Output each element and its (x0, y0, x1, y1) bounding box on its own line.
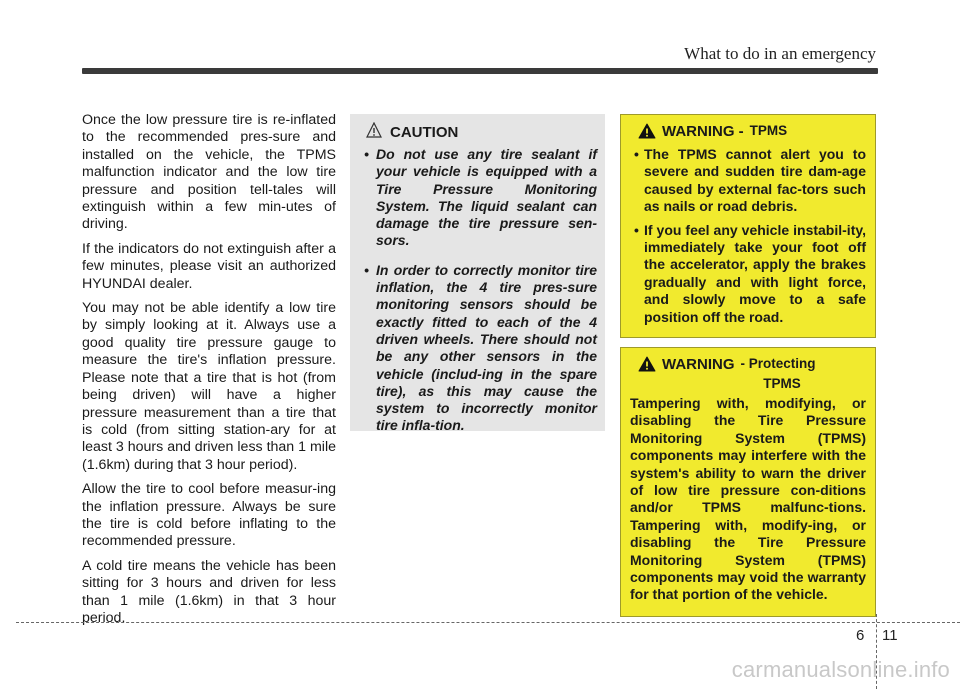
warning-item: • If you feel any vehicle instabil-ity, immediately take your foot off the accelerator, apply the brakes gradually and with light force, and slowly move to a safe position off the road. (634, 221, 866, 325)
page-number: 11 (882, 627, 898, 644)
warning-heading (638, 123, 866, 143)
warning-subtitle: TPMS (749, 123, 788, 138)
warning-title: WARNING (662, 356, 735, 373)
warning-protecting-box (620, 347, 876, 617)
caution-box (350, 114, 605, 434)
warning-subtitle: - Protecting (740, 356, 816, 371)
section-title: What to do in an emergency (684, 44, 876, 63)
caution-item: • In order to correctly monitor tire inflation, the 4 tire pres-sure monitoring sensors should be exactly fitted to each of the 4 driven wheels. There should not be any other sensors in the vehicle (includ-ing in the spare tire), as this may cause the system to incorrectly monitor tire infla-tion. (364, 261, 597, 434)
footer-rule (16, 622, 960, 623)
warning-triangle-icon (638, 123, 656, 143)
caution-title: CAUTION (390, 123, 459, 141)
caution-heading (366, 122, 597, 142)
paragraph: A cold tire means the vehicle has been sitting for 3 hours and driven for less than 1 mile (1.6km) in that 3 hour period. (82, 557, 336, 626)
caution-triangle-icon (366, 122, 382, 142)
warning-item: • The TPMS cannot alert you to severe and sudden tire dam-age caused by external fac-tors such as nails or road debris. (634, 146, 866, 215)
caution-item: • Do not use any tire sealant if your vehicle is equipped with a Tire Pressure Monitoring System. The liquid sealant can damage the tire pressure sen-sors. (364, 146, 597, 249)
body-text-column (82, 112, 336, 634)
paragraph: You may not be able identify a low tire by simply looking at it. Always use a good quality tire pressure gauge to measure the tire's inflation pressure. Please note that a tire that is hot (from being driven) will have a higher pressure measurement than a tire that is cold (from sitting station-ary for at least 3 hours and driven less than 1 mile (1.6km) during that 3 hour period). (82, 300, 336, 473)
warning-heading (638, 356, 866, 391)
watermark: carmanualsonline.info (731, 657, 950, 682)
warning-subtitle-continued: TPMS (763, 376, 801, 391)
paragraph: If the indicators do not extinguish after a few minutes, please visit an authorized HYUNDAI dealer. (82, 240, 336, 292)
warning-tpms-box (620, 114, 876, 338)
warning-title: WARNING - (662, 123, 744, 140)
warning-triangle-icon (638, 356, 656, 376)
header-rule (82, 68, 878, 74)
paragraph: Once the low pressure tire is re-inflated to the recommended pres-sure and installed on the vehicle, the TPMS malfunction indicator and the low tire pressure and position tell-tales will extinguish within a few min-utes of driving. (82, 112, 336, 233)
chapter-number: 6 (856, 627, 865, 644)
paragraph: Allow the tire to cool before measur-ing the inflation pressure. Always be sure the tire is cold before inflating to the recommended pressure. (82, 481, 336, 550)
warning-text: Tampering with, modifying, or disabling the Tire Pressure Monitoring System (TPMS) components may interfere with the system's ability to warn the driver of low tire pressure con-ditions and/or TPMS malfunc-tions. Tampering with, modify-ing, or disabling the Tire Pressure Monitoring System (TPMS) components may void the warranty for that portion of the vehicle. (630, 395, 866, 603)
